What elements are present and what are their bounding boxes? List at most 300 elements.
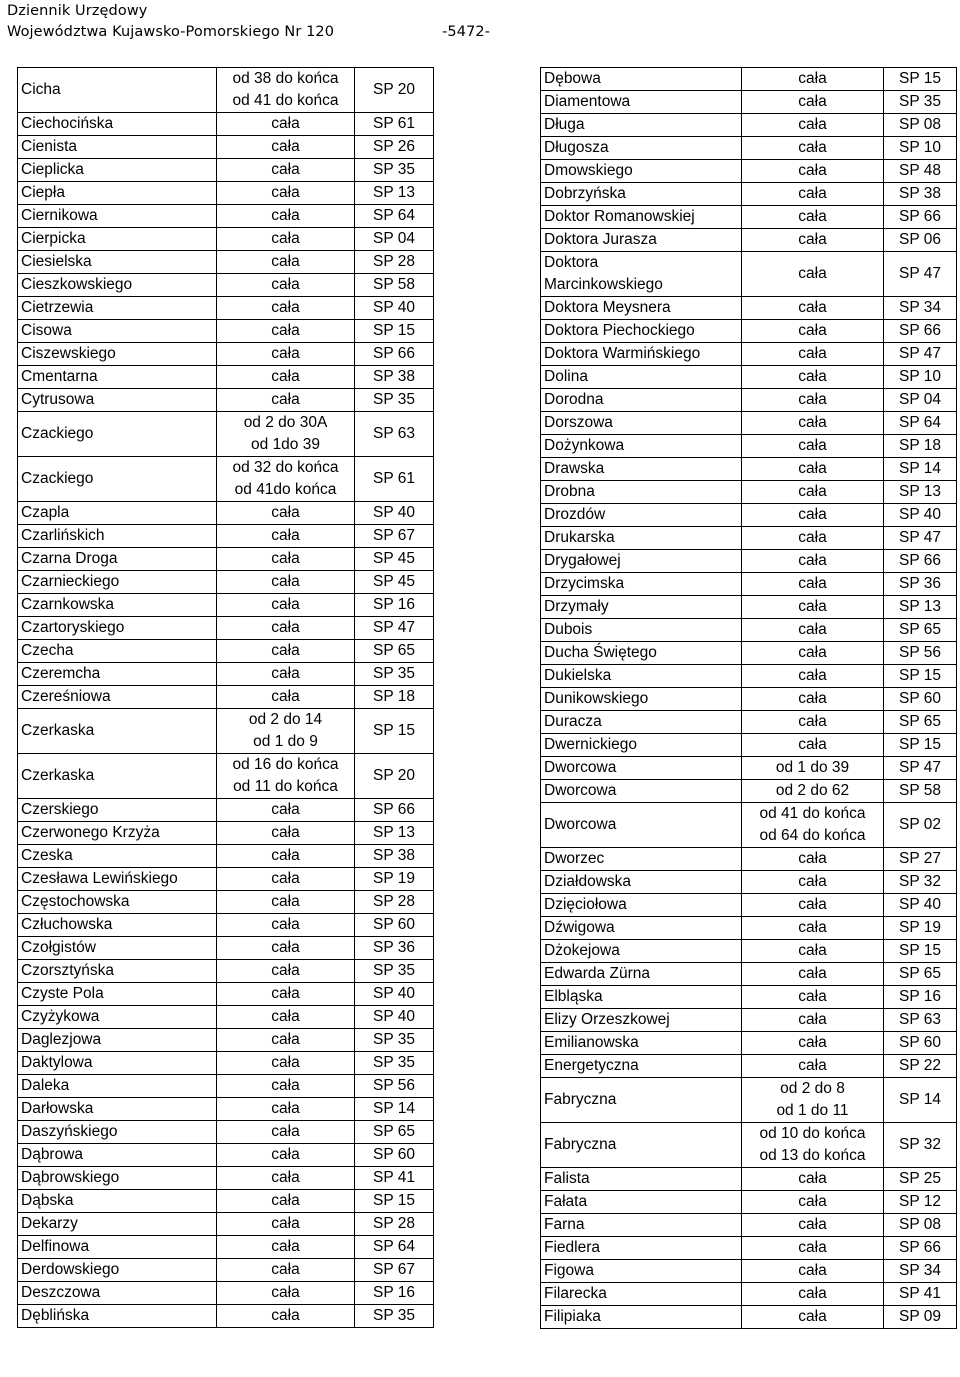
school-code: SP 40 — [355, 297, 434, 320]
number-range-line: cała — [271, 115, 300, 132]
number-range-line: cała — [798, 850, 827, 867]
number-range — [742, 1168, 884, 1191]
number-range-line: cała — [798, 942, 827, 959]
number-range-line: cała — [798, 988, 827, 1005]
journal-subtitle: Województwa Kujawsko-Pomorskiego Nr 120 — [7, 24, 335, 40]
school-code: SP 47 — [884, 527, 957, 550]
table-row — [541, 183, 957, 206]
school-code: SP 66 — [355, 343, 434, 366]
school-code: SP 58 — [355, 274, 434, 297]
number-range — [742, 183, 884, 206]
number-range-line: cała — [271, 504, 300, 521]
number-range-line: cała — [798, 208, 827, 225]
school-code: SP 41 — [884, 1283, 957, 1306]
street-name: Czorsztyńska — [18, 960, 217, 983]
school-code: SP 66 — [355, 799, 434, 822]
school-code: SP 13 — [355, 182, 434, 205]
table-row — [541, 573, 957, 596]
number-range — [742, 1055, 884, 1078]
street-name — [541, 803, 742, 848]
number-range — [742, 963, 884, 986]
table-row — [18, 1190, 434, 1213]
street-name: Czyżykowa — [18, 1006, 217, 1029]
street-name-line: Falista — [544, 1170, 590, 1187]
number-range — [217, 1121, 355, 1144]
street-name-line: Drzycimska — [544, 575, 625, 592]
school-code: SP 47 — [884, 252, 957, 297]
number-range-line: od 1 do 9 — [253, 733, 318, 750]
number-range — [742, 343, 884, 366]
table-row — [541, 412, 957, 435]
table-row — [18, 1121, 434, 1144]
table-row — [18, 113, 434, 136]
street-name — [541, 68, 742, 91]
street-name-line: Doktora Piechockiego — [544, 322, 695, 339]
number-range-line: cała — [798, 529, 827, 546]
table-row — [18, 502, 434, 525]
street-name: Dekarzy — [18, 1213, 217, 1236]
table-row — [18, 845, 434, 868]
number-range — [217, 182, 355, 205]
street-name-line: Drawska — [544, 460, 605, 477]
number-range-line: cała — [798, 1057, 827, 1074]
table-row — [541, 1032, 957, 1055]
school-code: SP 35 — [355, 159, 434, 182]
table-row — [541, 1078, 957, 1123]
street-name — [541, 1009, 742, 1032]
street-name-line: Dębowa — [544, 70, 601, 87]
street-name: Czerkaska — [18, 754, 217, 799]
number-range — [217, 1213, 355, 1236]
table-row — [541, 297, 957, 320]
street-name — [541, 481, 742, 504]
street-name: Czartoryskiego — [18, 617, 217, 640]
street-name: Cienista — [18, 136, 217, 159]
number-range-line: cała — [798, 598, 827, 615]
number-range — [742, 619, 884, 642]
number-range — [742, 1306, 884, 1329]
number-range-line: cała — [271, 1192, 300, 1209]
street-name — [541, 91, 742, 114]
street-name: Czerwonego Krzyża — [18, 822, 217, 845]
number-range — [742, 527, 884, 550]
table-row — [18, 457, 434, 502]
number-range — [742, 780, 884, 803]
table-row — [541, 68, 957, 91]
number-range-line: od 1 do 11 — [776, 1102, 849, 1119]
street-name — [541, 435, 742, 458]
school-code: SP 65 — [884, 711, 957, 734]
number-range — [217, 228, 355, 251]
school-code: SP 35 — [355, 960, 434, 983]
number-range — [217, 525, 355, 548]
street-table-right — [540, 67, 957, 1329]
number-range — [742, 917, 884, 940]
street-name — [541, 412, 742, 435]
street-name-line: Drobna — [544, 483, 595, 500]
school-code: SP 18 — [884, 435, 957, 458]
school-code: SP 38 — [355, 845, 434, 868]
street-name: Cieplicka — [18, 159, 217, 182]
number-range — [217, 297, 355, 320]
street-name-line: Dmowskiego — [544, 162, 633, 179]
number-range-line: cała — [798, 1011, 827, 1028]
number-range — [217, 1098, 355, 1121]
school-code: SP 32 — [884, 1123, 957, 1168]
number-range-line: od 2 do 8 — [780, 1080, 845, 1097]
street-name: Ciszewskiego — [18, 343, 217, 366]
number-range-line: cała — [271, 253, 300, 270]
street-name — [541, 688, 742, 711]
school-code: SP 34 — [884, 1260, 957, 1283]
page-number: -5472- — [442, 24, 491, 40]
school-code: SP 35 — [355, 663, 434, 686]
table-row — [541, 229, 957, 252]
street-name — [541, 1283, 742, 1306]
number-range — [217, 845, 355, 868]
number-range-line: cała — [271, 916, 300, 933]
street-name-line: Dorodna — [544, 391, 604, 408]
street-name: Cietrzewia — [18, 297, 217, 320]
school-code: SP 18 — [355, 686, 434, 709]
table-row — [541, 940, 957, 963]
street-name — [541, 252, 742, 297]
street-name-line: Fabryczna — [544, 1091, 617, 1108]
table-row — [541, 366, 957, 389]
number-range-line: cała — [798, 575, 827, 592]
school-code: SP 36 — [355, 937, 434, 960]
school-code: SP 38 — [355, 366, 434, 389]
school-code: SP 65 — [355, 1121, 434, 1144]
number-range — [217, 709, 355, 754]
number-range — [742, 1283, 884, 1306]
number-range-line: cała — [271, 276, 300, 293]
school-code: SP 15 — [884, 734, 957, 757]
street-name: Czesława Lewińskiego — [18, 868, 217, 891]
street-name — [541, 894, 742, 917]
school-code: SP 36 — [884, 573, 957, 596]
number-range — [217, 548, 355, 571]
table-row — [541, 780, 957, 803]
street-name — [541, 1055, 742, 1078]
table-row — [541, 688, 957, 711]
number-range-line: cała — [798, 1308, 827, 1325]
number-range — [217, 594, 355, 617]
street-name — [541, 114, 742, 137]
street-name: Czackiego — [18, 412, 217, 457]
table-row — [18, 891, 434, 914]
street-name — [541, 734, 742, 757]
number-range-line: od 11 do końca — [233, 778, 338, 795]
table-row — [18, 251, 434, 274]
number-range-line: cała — [798, 345, 827, 362]
school-code: SP 19 — [884, 917, 957, 940]
school-code: SP 60 — [884, 688, 957, 711]
school-code: SP 04 — [884, 389, 957, 412]
school-code: SP 13 — [355, 822, 434, 845]
table-row — [18, 663, 434, 686]
table-row — [18, 571, 434, 594]
number-range — [217, 1259, 355, 1282]
school-code: SP 41 — [355, 1167, 434, 1190]
number-range-line: cała — [271, 688, 300, 705]
number-range-line: cała — [798, 644, 827, 661]
street-name: Darłowska — [18, 1098, 217, 1121]
table-row — [18, 1259, 434, 1282]
table-row — [541, 206, 957, 229]
table-row — [18, 709, 434, 754]
table-row — [541, 1055, 957, 1078]
school-code: SP 64 — [355, 205, 434, 228]
table-row — [18, 799, 434, 822]
number-range — [742, 1032, 884, 1055]
street-name-line: Dukielska — [544, 667, 612, 684]
number-range-line: cała — [271, 1008, 300, 1025]
number-range-line: cała — [271, 824, 300, 841]
number-range — [742, 642, 884, 665]
table-row — [18, 868, 434, 891]
school-code: SP 58 — [884, 780, 957, 803]
school-code: SP 32 — [884, 871, 957, 894]
street-name — [541, 986, 742, 1009]
number-range — [742, 68, 884, 91]
number-range-line: cała — [798, 299, 827, 316]
number-range-line: cała — [798, 621, 827, 638]
school-code: SP 10 — [884, 137, 957, 160]
number-range-line: cała — [271, 619, 300, 636]
number-range-line: od 2 do 30A — [243, 414, 328, 431]
number-range-line: cała — [798, 896, 827, 913]
school-code: SP 16 — [884, 986, 957, 1009]
number-range — [217, 366, 355, 389]
school-code: SP 28 — [355, 1213, 434, 1236]
number-range — [742, 573, 884, 596]
street-name: Czyste Pola — [18, 983, 217, 1006]
table-row — [541, 1306, 957, 1329]
number-range — [742, 665, 884, 688]
number-range — [742, 206, 884, 229]
number-range-line: cała — [271, 138, 300, 155]
street-name: Deszczowa — [18, 1282, 217, 1305]
table-row — [18, 960, 434, 983]
street-name — [541, 389, 742, 412]
street-table-left — [17, 67, 434, 1328]
number-range — [217, 1167, 355, 1190]
number-range-line: od 1do 39 — [251, 436, 320, 453]
table-row — [18, 1167, 434, 1190]
number-range — [742, 734, 884, 757]
number-range-line: cała — [271, 1077, 300, 1094]
table-row — [18, 389, 434, 412]
street-name-line: Fabryczna — [544, 1136, 617, 1153]
number-range-line: cała — [271, 550, 300, 567]
table-row — [18, 525, 434, 548]
table-row — [541, 986, 957, 1009]
number-range-line: cała — [271, 847, 300, 864]
number-range-line: cała — [271, 368, 300, 385]
table-row — [541, 343, 957, 366]
school-code: SP 48 — [884, 160, 957, 183]
street-name — [541, 848, 742, 871]
street-name-line: Dzięciołowa — [544, 896, 627, 913]
school-code: SP 34 — [884, 297, 957, 320]
street-name: Człuchowska — [18, 914, 217, 937]
number-range — [217, 1075, 355, 1098]
school-code: SP 56 — [884, 642, 957, 665]
number-range-line: cała — [798, 483, 827, 500]
number-range — [742, 320, 884, 343]
street-name: Ciesielska — [18, 251, 217, 274]
number-range-line: cała — [271, 527, 300, 544]
street-name: Cieszkowskiego — [18, 274, 217, 297]
table-row — [541, 757, 957, 780]
number-range-line: cała — [271, 1261, 300, 1278]
table-row — [541, 527, 957, 550]
school-code: SP 15 — [355, 1190, 434, 1213]
school-code: SP 06 — [884, 229, 957, 252]
street-name-line: Dżokejowa — [544, 942, 620, 959]
street-name-line: Działdowska — [544, 873, 632, 890]
school-code: SP 19 — [355, 868, 434, 891]
number-range — [742, 848, 884, 871]
school-code: SP 40 — [884, 894, 957, 917]
table-row — [18, 297, 434, 320]
number-range-line: cała — [271, 1238, 300, 1255]
number-range — [742, 1078, 884, 1123]
number-range — [217, 502, 355, 525]
school-code: SP 61 — [355, 113, 434, 136]
number-range-line: cała — [798, 873, 827, 890]
school-code: SP 15 — [355, 709, 434, 754]
school-code: SP 65 — [884, 963, 957, 986]
table-row — [18, 640, 434, 663]
table-row — [18, 548, 434, 571]
table-row — [541, 871, 957, 894]
school-code: SP 66 — [884, 320, 957, 343]
street-name-line: Filarecka — [544, 1285, 607, 1302]
number-range-line: od 10 do końca — [759, 1125, 866, 1142]
street-name: Czarna Droga — [18, 548, 217, 571]
number-range — [217, 891, 355, 914]
street-name-line: Edwarda Zürna — [544, 965, 650, 982]
street-name: Czeska — [18, 845, 217, 868]
school-code: SP 16 — [355, 594, 434, 617]
street-name-line: Drzymały — [544, 598, 609, 615]
number-range-line: cała — [271, 801, 300, 818]
number-range-line: cała — [271, 1307, 300, 1324]
number-range — [217, 937, 355, 960]
street-name — [541, 343, 742, 366]
street-name — [541, 1123, 742, 1168]
street-name — [541, 297, 742, 320]
table-row — [541, 1009, 957, 1032]
school-code: SP 14 — [884, 1078, 957, 1123]
street-name-line: Emilianowska — [544, 1034, 639, 1051]
street-name — [541, 619, 742, 642]
street-name-line: Drozdów — [544, 506, 606, 523]
table-row — [541, 619, 957, 642]
street-name — [541, 366, 742, 389]
number-range — [742, 481, 884, 504]
street-name — [541, 665, 742, 688]
number-range — [742, 1214, 884, 1237]
street-name: Daglezjowa — [18, 1029, 217, 1052]
school-code: SP 65 — [884, 619, 957, 642]
street-name: Czackiego — [18, 457, 217, 502]
street-name — [541, 711, 742, 734]
street-name: Czerkaska — [18, 709, 217, 754]
number-range — [217, 343, 355, 366]
street-name: Cmentarna — [18, 366, 217, 389]
number-range-line: cała — [798, 322, 827, 339]
table-row — [541, 550, 957, 573]
street-name — [541, 1168, 742, 1191]
number-range — [742, 1260, 884, 1283]
school-code: SP 64 — [884, 412, 957, 435]
number-range — [742, 1009, 884, 1032]
street-name: Czapla — [18, 502, 217, 525]
number-range — [217, 1236, 355, 1259]
street-name-line: Marcinkowskiego — [544, 276, 663, 293]
table-row — [541, 1123, 957, 1168]
table-row — [541, 137, 957, 160]
street-name-line: Długa — [544, 116, 585, 133]
number-range-line: cała — [271, 184, 300, 201]
street-name-line: Filipiaka — [544, 1308, 601, 1325]
school-code: SP 10 — [884, 366, 957, 389]
school-code: SP 45 — [355, 548, 434, 571]
school-code: SP 67 — [355, 1259, 434, 1282]
table-row — [541, 389, 957, 412]
table-row — [18, 1213, 434, 1236]
street-name-line: Energetyczna — [544, 1057, 639, 1074]
school-code: SP 45 — [355, 571, 434, 594]
number-range-line: cała — [798, 1170, 827, 1187]
street-name — [541, 642, 742, 665]
street-name-line: Dźwigowa — [544, 919, 615, 936]
number-range-line: od 38 do końca — [232, 70, 339, 87]
school-code: SP 15 — [355, 320, 434, 343]
school-code: SP 60 — [884, 1032, 957, 1055]
number-range — [217, 320, 355, 343]
number-range-line: cała — [271, 345, 300, 362]
number-range-line: cała — [798, 965, 827, 982]
number-range — [742, 412, 884, 435]
table-row — [541, 894, 957, 917]
number-range-line: cała — [798, 690, 827, 707]
street-name-line: Duracza — [544, 713, 602, 730]
street-name-line: Diamentowa — [544, 93, 631, 110]
street-name: Daleka — [18, 1075, 217, 1098]
school-code: SP 35 — [355, 1052, 434, 1075]
school-code: SP 16 — [355, 1282, 434, 1305]
table-row — [541, 160, 957, 183]
number-range-line: cała — [798, 391, 827, 408]
table-row — [18, 686, 434, 709]
school-code: SP 47 — [884, 757, 957, 780]
school-code: SP 35 — [884, 91, 957, 114]
street-name: Czarnieckiego — [18, 571, 217, 594]
school-code: SP 20 — [355, 68, 434, 113]
journal-title: Dziennik Urzędowy — [7, 3, 148, 19]
number-range — [742, 757, 884, 780]
number-range-line: cała — [271, 985, 300, 1002]
number-range — [742, 940, 884, 963]
number-range — [742, 1237, 884, 1260]
table-row — [541, 504, 957, 527]
street-name: Czarnkowska — [18, 594, 217, 617]
number-range-line: cała — [271, 870, 300, 887]
